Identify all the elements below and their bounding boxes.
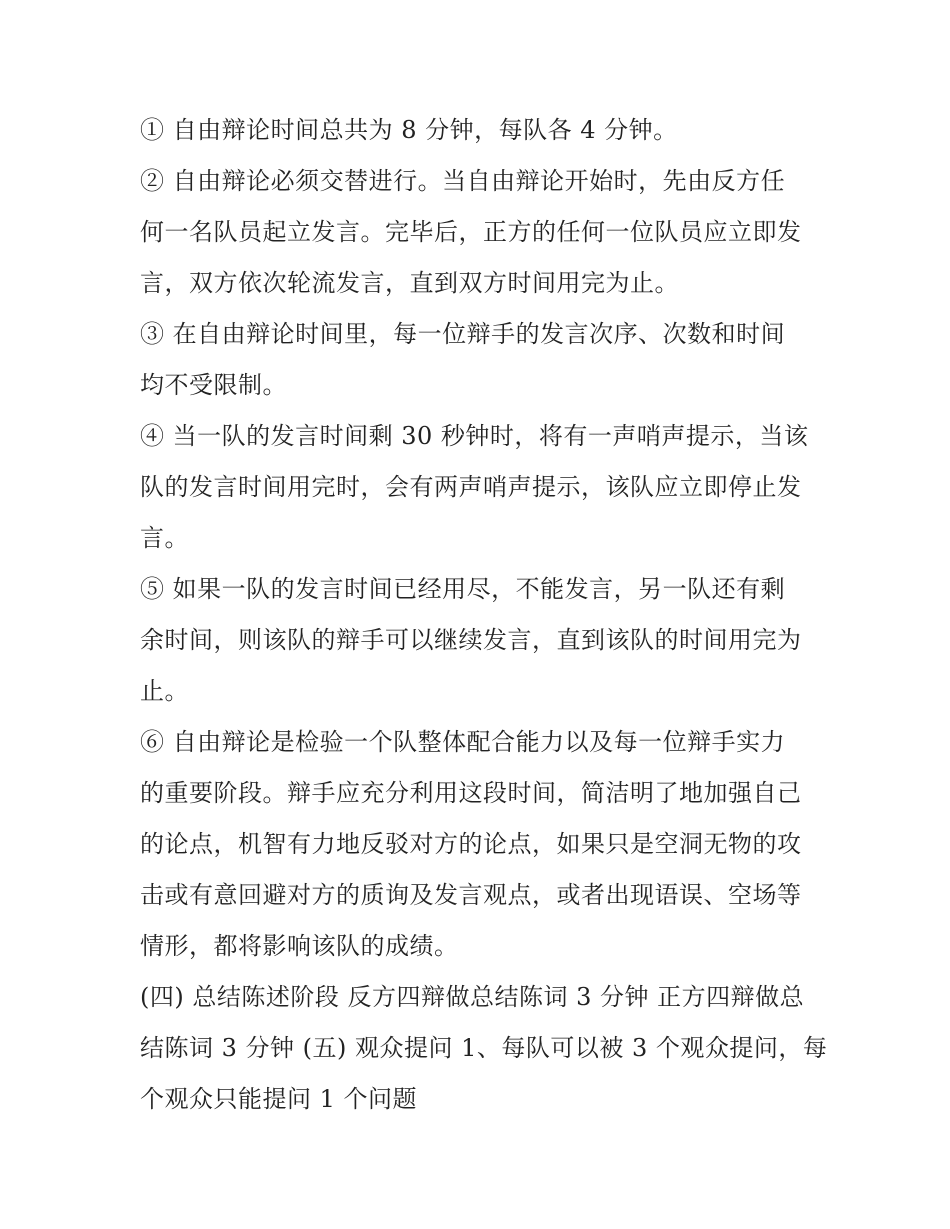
text-line: ② 自由辩论必须交替进行。当自由辩论开始时，先由反方任 (140, 167, 786, 195)
text-line: 结陈词 3 分钟 (五) 观众提问 1、每队可以被 3 个观众提问，每 (140, 1034, 828, 1062)
text-line: ③ 在自由辩论时间里，每一位辩手的发言次序、次数和时间 (140, 320, 786, 348)
text-line: ① 自由辩论时间总共为 8 分钟，每队各 4 分钟。 (140, 116, 678, 144)
text-line: 的重要阶段。辩手应充分利用这段时间，简洁明了地加强自己 (140, 779, 802, 807)
text-line: 止。 (140, 677, 189, 705)
document-body (140, 105, 828, 1125)
text-line: 何一名队员起立发言。完毕后，正方的任何一位队员应立即发 (140, 218, 802, 246)
text-line: (四) 总结陈述阶段 反方四辩做总结陈词 3 分钟 正方四辩做总 (140, 983, 805, 1011)
text-line: ⑥ 自由辩论是检验一个队整体配合能力以及每一位辩手实力 (140, 728, 786, 756)
text-line: ④ 当一队的发言时间剩 30 秒钟时，将有一声哨声提示，当该 (140, 422, 809, 450)
text-line: 队的发言时间用完时，会有两声哨声提示，该队应立即停止发 (140, 473, 802, 501)
text-line: 言。 (140, 524, 189, 552)
text-line: 言，双方依次轮流发言，直到双方时间用完为止。 (140, 269, 679, 297)
text-line: 的论点，机智有力地反驳对方的论点，如果只是空洞无物的攻 (140, 830, 802, 858)
text-line: ⑤ 如果一队的发言时间已经用尽，不能发言，另一队还有剩 (140, 575, 786, 603)
text-line: 情形，都将影响该队的成绩。 (140, 932, 459, 960)
text-line: 击或有意回避对方的质询及发言观点，或者出现语误、空场等 (140, 881, 802, 909)
text-line: 余时间，则该队的辩手可以继续发言，直到该队的时间用完为 (140, 626, 802, 654)
text-line: 均不受限制。 (140, 371, 287, 399)
text-line: 个观众只能提问 1 个问题 (140, 1085, 418, 1113)
